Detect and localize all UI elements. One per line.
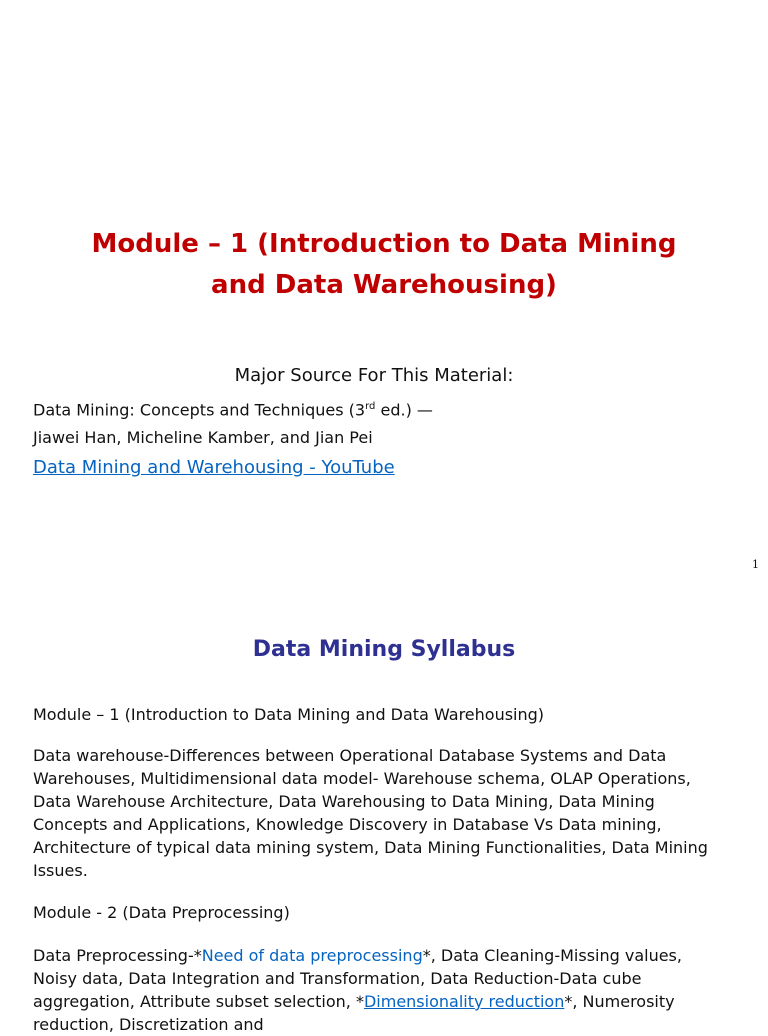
source-heading: Major Source For This Material:: [234, 365, 514, 386]
dimensionality-reduction-link[interactable]: Dimensionality reduction: [363, 992, 565, 1011]
need-of-preprocessing-link[interactable]: Need of data preprocessing: [201, 946, 423, 965]
module-2-description: [33, 944, 723, 1036]
edition-superscript: rd: [365, 401, 376, 412]
module-title: [0, 224, 768, 306]
book-reference: [33, 396, 433, 421]
module-2-text-1: Data Preprocessing-*: [33, 946, 202, 965]
module-title-line-2: and Data Warehousing): [211, 270, 557, 300]
module-2-heading: Module - 2 (Data Preprocessing): [33, 903, 290, 922]
syllabus-title: Data Mining Syllabus: [252, 637, 516, 662]
module-1-description: Data warehouse-Differences between Operational Database Systems and Data Warehouses, Multidimensional data model- Warehouse schema, OLAP Operations, Data Warehouse Architecture, Data Warehousing to Data Mining, Data Mining Concepts and Applications, Knowledge Discovery in Database Vs Data mining, Architecture of typical data mining system, Data Mining Functionalities, Data Mining Issues.: [33, 746, 708, 880]
youtube-link[interactable]: Data Mining and Warehousing - YouTube: [33, 457, 395, 478]
module-title-line-1: Module – 1 (Introduction to Data Mining: [91, 229, 677, 259]
module-2-text-3: *, Numerosity reduction, Discretization and: [33, 992, 675, 1034]
module-1-heading: Module – 1 (Introduction to Data Mining and Data Warehousing): [33, 705, 545, 724]
module-2-text-2: *, Data Cleaning-Missing values, Noisy data, Data Integration and Transformation, Data Reduction-Data cube aggregation, Attribute subset selection, *: [33, 946, 682, 1011]
book-authors: Jiawei Han, Micheline Kamber, and Jian Pei: [33, 428, 373, 447]
book-title: Data Mining: Concepts and Techniques (3: [33, 400, 366, 420]
page-number: 1: [752, 558, 759, 571]
book-edition-suffix: ed.) —: [375, 400, 433, 420]
slide-2: [0, 588, 768, 1034]
